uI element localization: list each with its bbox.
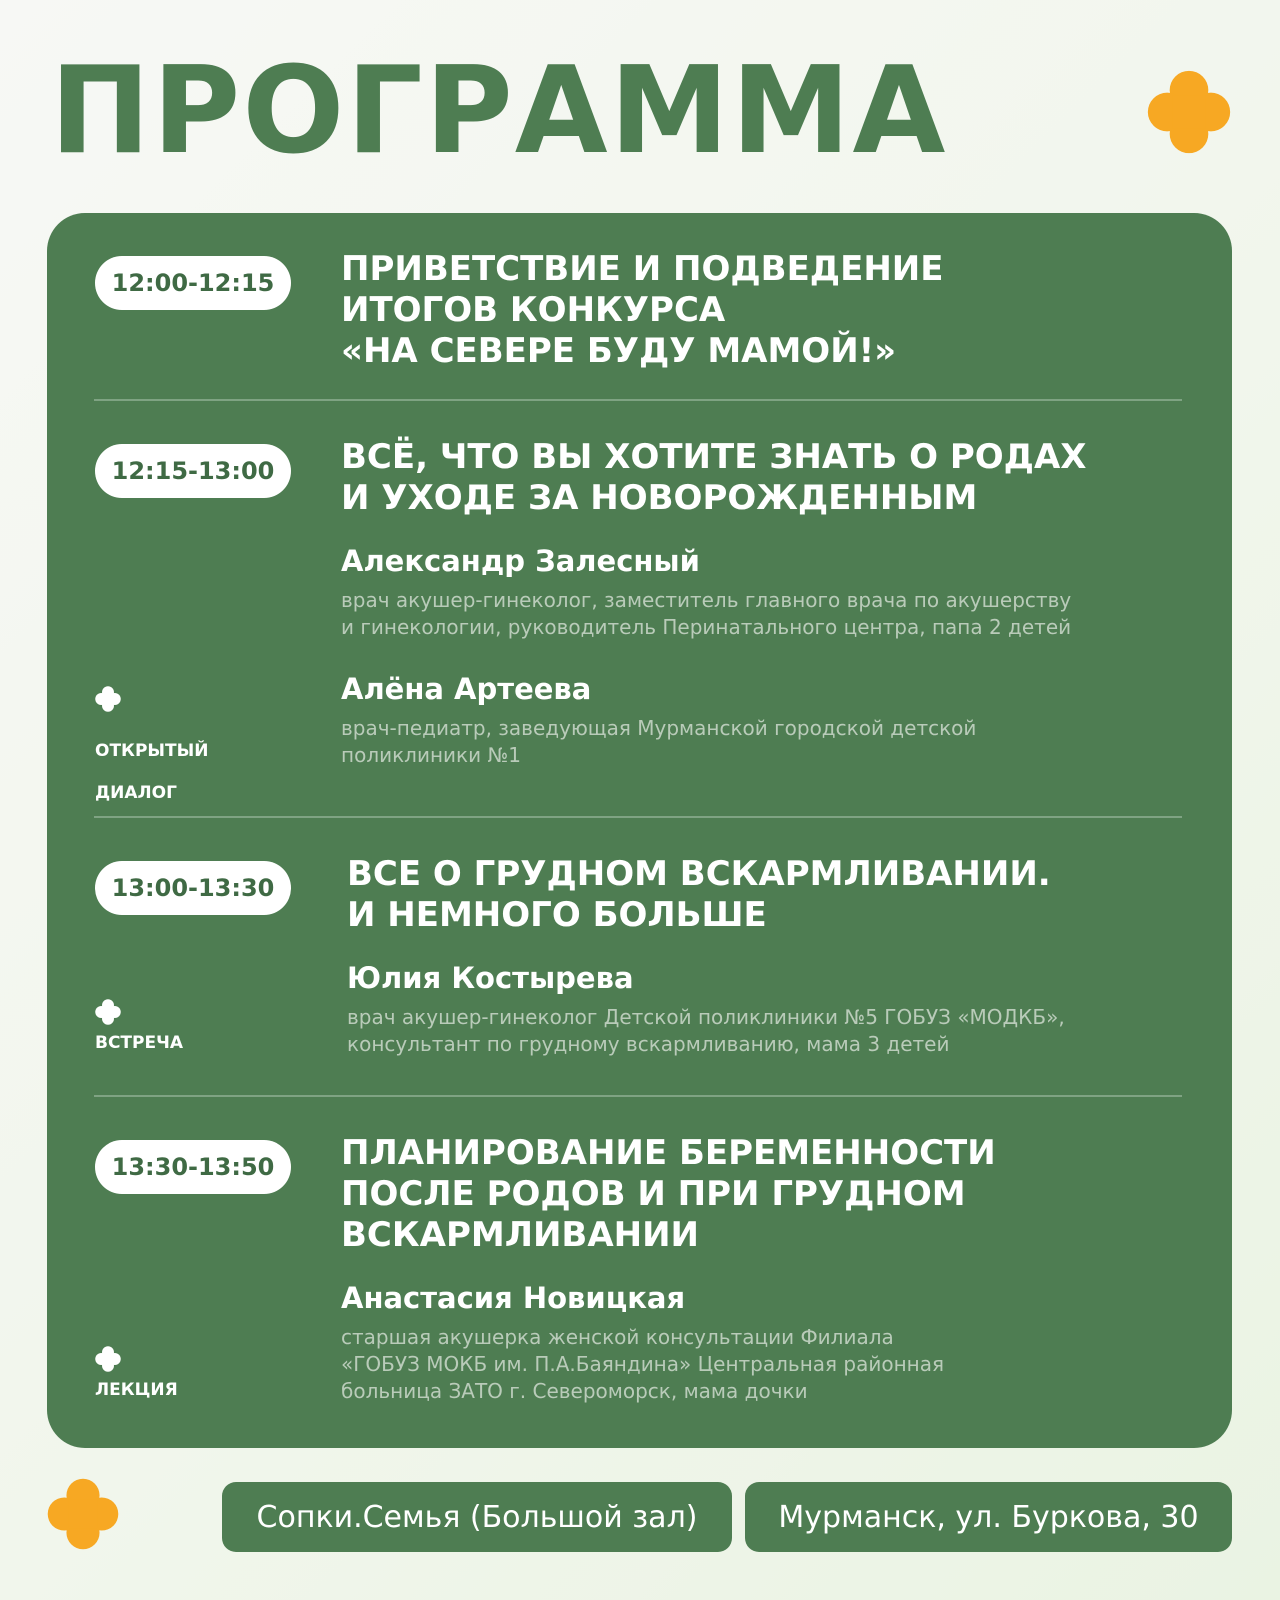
speaker-name: Анастасия Новицкая [341, 1281, 686, 1315]
speaker-name: Александр Залесный [341, 544, 700, 578]
speaker-description: врач акушер-гинеколог Детской поликлиники №5 ГОБУЗ «МОДКБ», консультант по грудному вскармливанию, мама 3 детей [347, 1005, 1065, 1056]
format-label: ЛЕКЦИЯ [95, 1380, 178, 1400]
format-tag [95, 999, 183, 1054]
speaker-description: врач акушер-гинеколог, заместитель главного врача по акушерству и гинекологии, руководитель Перинатального центра, папа 2 детей [341, 588, 1072, 639]
address-button[interactable]: Мурманск, ул. Буркова, 30 [745, 1482, 1232, 1552]
time-badge: 12:00-12:15 [95, 256, 291, 310]
time-badge: 13:30-13:50 [95, 1140, 291, 1194]
divider [94, 1095, 1182, 1097]
format-tag [95, 1346, 178, 1401]
speaker-description: врач-педиатр, заведующая Мурманской городской детской поликлиники №1 [341, 716, 977, 767]
speaker-name: Алёна Артеева [341, 672, 592, 706]
speaker-name: Юлия Костырева [347, 961, 634, 995]
venue-button[interactable]: Сопки.Семья (Большой зал) [222, 1482, 732, 1552]
section-title: ВСЕ О ГРУДНОМ ВСКАРМЛИВАНИИ. И НЕМНОГО БОЛЬШЕ [347, 854, 1051, 935]
divider [94, 399, 1182, 401]
section-title: ПРИВЕТСТВИЕ И ПОДВЕДЕНИЕ ИТОГОВ КОНКУРСА «НА СЕВЕРЕ БУДУ МАМОЙ!» [341, 249, 944, 371]
format-tag [95, 686, 208, 825]
format-label: ВСТРЕЧА [95, 1033, 183, 1053]
clover-icon [1147, 70, 1231, 154]
divider [94, 816, 1182, 818]
format-label: ОТКРЫТЫЙ ДИАЛОГ [95, 741, 209, 803]
page-title: ПРОГРАММА [50, 42, 948, 181]
program-card [47, 213, 1232, 1448]
time-badge: 12:15-13:00 [95, 444, 291, 498]
clover-icon [47, 1478, 119, 1550]
time-badge: 13:00-13:30 [95, 861, 291, 915]
clover-icon [95, 686, 121, 712]
clover-icon [95, 1346, 121, 1372]
clover-icon [95, 999, 121, 1025]
section-title: ВСЁ, ЧТО ВЫ ХОТИТЕ ЗНАТЬ О РОДАХ И УХОДЕ ЗА НОВОРОЖДЕННЫМ [341, 437, 1087, 518]
speaker-description: старшая акушерка женской консультации Филиала «ГОБУЗ МОКБ им. П.А.Баяндина» Центральная районная больница ЗАТО г. Североморск, мама дочки [341, 1325, 945, 1403]
section-title: ПЛАНИРОВАНИЕ БЕРЕМЕННОСТИ ПОСЛЕ РОДОВ И ПРИ ГРУДНОМ ВСКАРМЛИВАНИИ [341, 1133, 996, 1255]
